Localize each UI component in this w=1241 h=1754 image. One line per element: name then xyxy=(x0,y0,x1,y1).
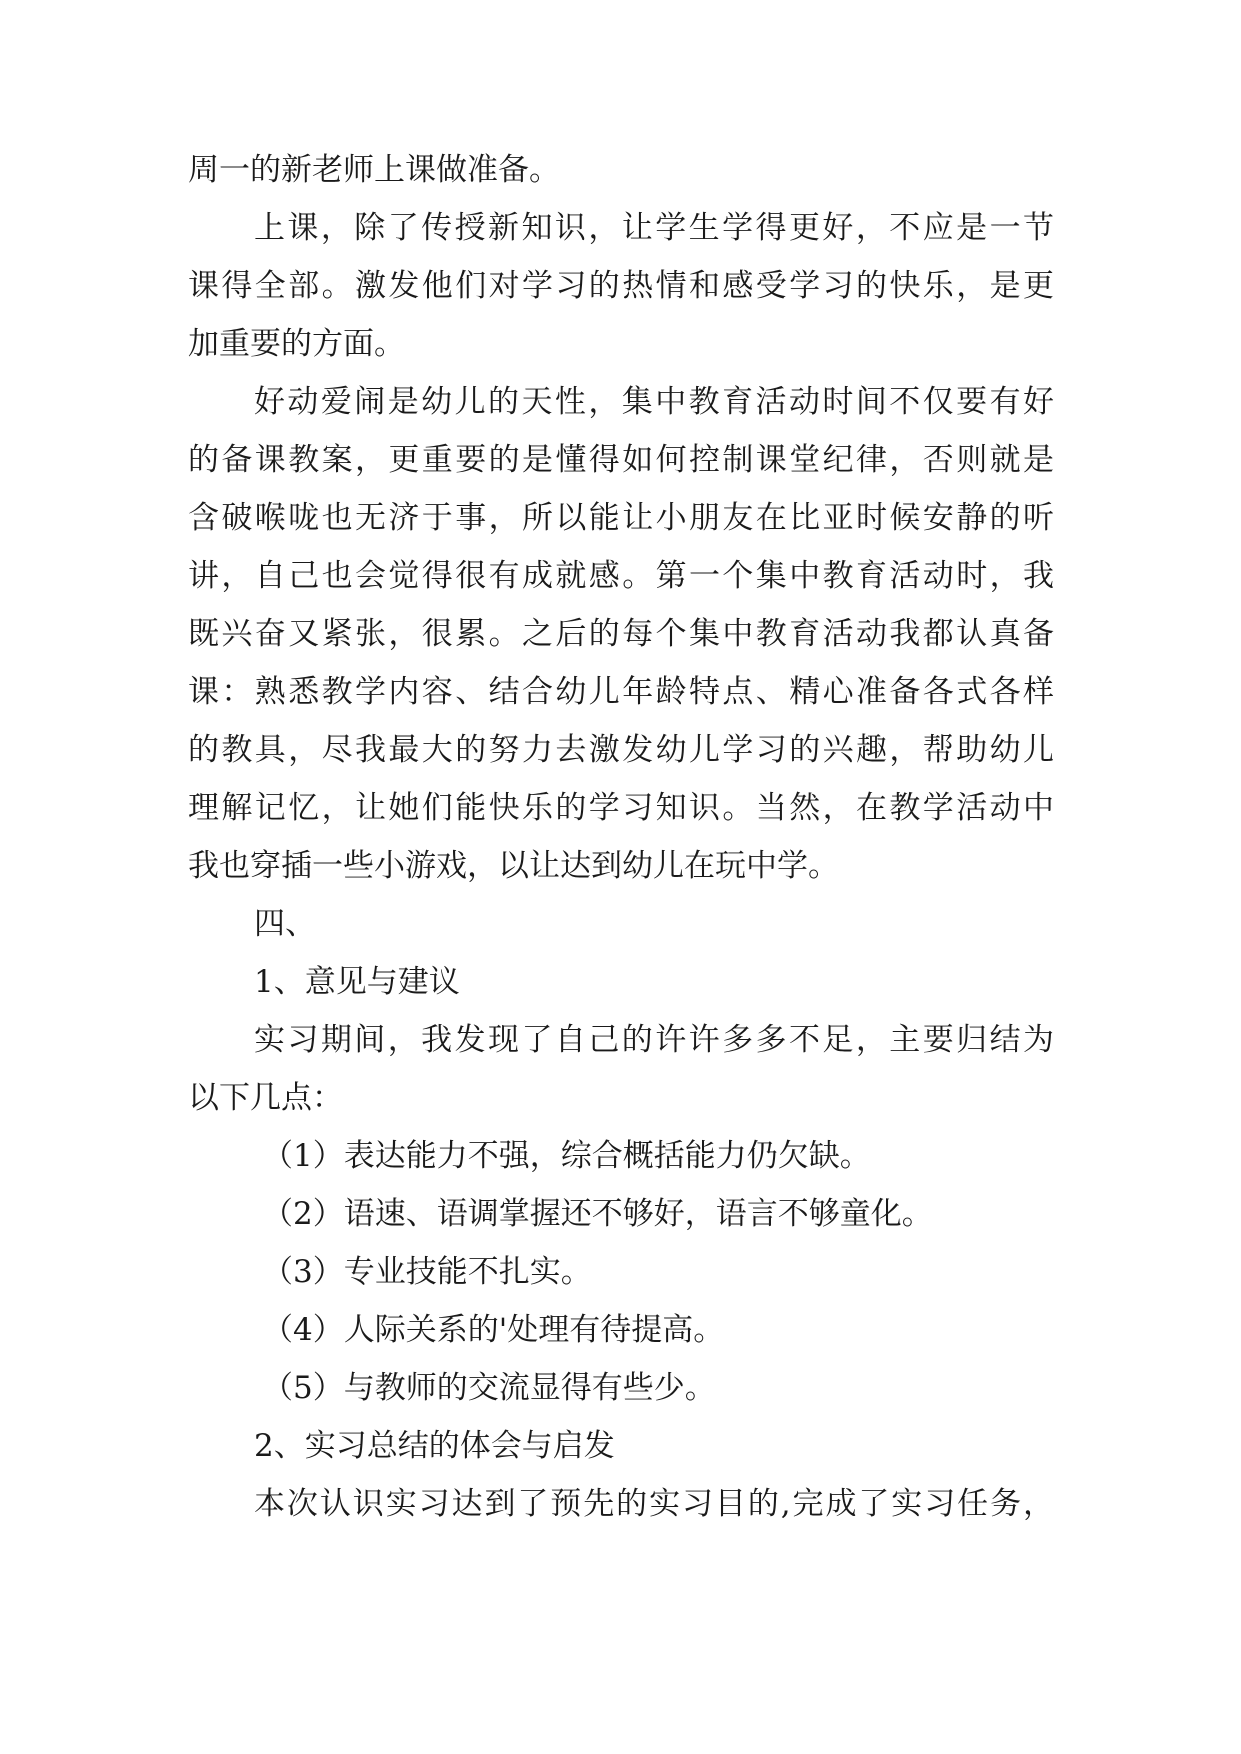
paragraph-line: 课得全部。激发他们对学习的热情和感受学习的快乐，是更 xyxy=(188,268,1054,304)
section-heading: 2、实习总结的体会与启发 xyxy=(254,1428,615,1464)
paragraph-line: 讲，自己也会觉得很有成就感。第一个集中教育活动时，我 xyxy=(188,558,1054,594)
section-heading: 1、意见与建议 xyxy=(254,964,460,1000)
paragraph-line: 以下几点： xyxy=(188,1080,343,1116)
paragraph-line: 我也穿插一些小游戏，以让达到幼儿在玩中学。 xyxy=(188,848,839,884)
list-item: （5）与教师的交流显得有些少。 xyxy=(262,1370,716,1406)
paragraph-line: 理解记忆，让她们能快乐的学习知识。当然，在教学活动中 xyxy=(188,790,1054,826)
section-number: 四、 xyxy=(254,906,316,942)
list-item: （4）人际关系的'处理有待提高。 xyxy=(262,1312,725,1348)
paragraph-line: 课：熟悉教学内容、结合幼儿年龄特点、精心准备各式各样 xyxy=(188,674,1054,710)
paragraph-line: 周一的新老师上课做准备。 xyxy=(188,152,560,188)
paragraph-line: 加重要的方面。 xyxy=(188,326,405,362)
paragraph-line: 的教具，尽我最大的努力去激发幼儿学习的兴趣，帮助幼儿 xyxy=(188,732,1054,768)
list-item: （3）专业技能不扎实。 xyxy=(262,1254,592,1290)
paragraph-line: 上课，除了传授新知识，让学生学得更好，不应是一节 xyxy=(254,210,1054,246)
list-item: （1）表达能力不强，综合概括能力仍欠缺。 xyxy=(262,1138,871,1174)
paragraph-line: 好动爱闹是幼儿的天性，集中教育活动时间不仅要有好 xyxy=(254,384,1054,420)
paragraph-line: 实习期间，我发现了自己的许许多多不足，主要归结为 xyxy=(254,1022,1054,1058)
paragraph-line: 既兴奋又紧张，很累。之后的每个集中教育活动我都认真备 xyxy=(188,616,1054,652)
paragraph-line: 含破喉咙也无济于事，所以能让小朋友在比亚时候安静的听 xyxy=(188,500,1054,536)
paragraph-line: 的备课教案，更重要的是懂得如何控制课堂纪律，否则就是 xyxy=(188,442,1054,478)
list-item: （2）语速、语调掌握还不够好，语言不够童化。 xyxy=(262,1196,933,1232)
paragraph-line: 本次认识实习达到了预先的实习目的,完成了实习任务， xyxy=(254,1486,1054,1522)
